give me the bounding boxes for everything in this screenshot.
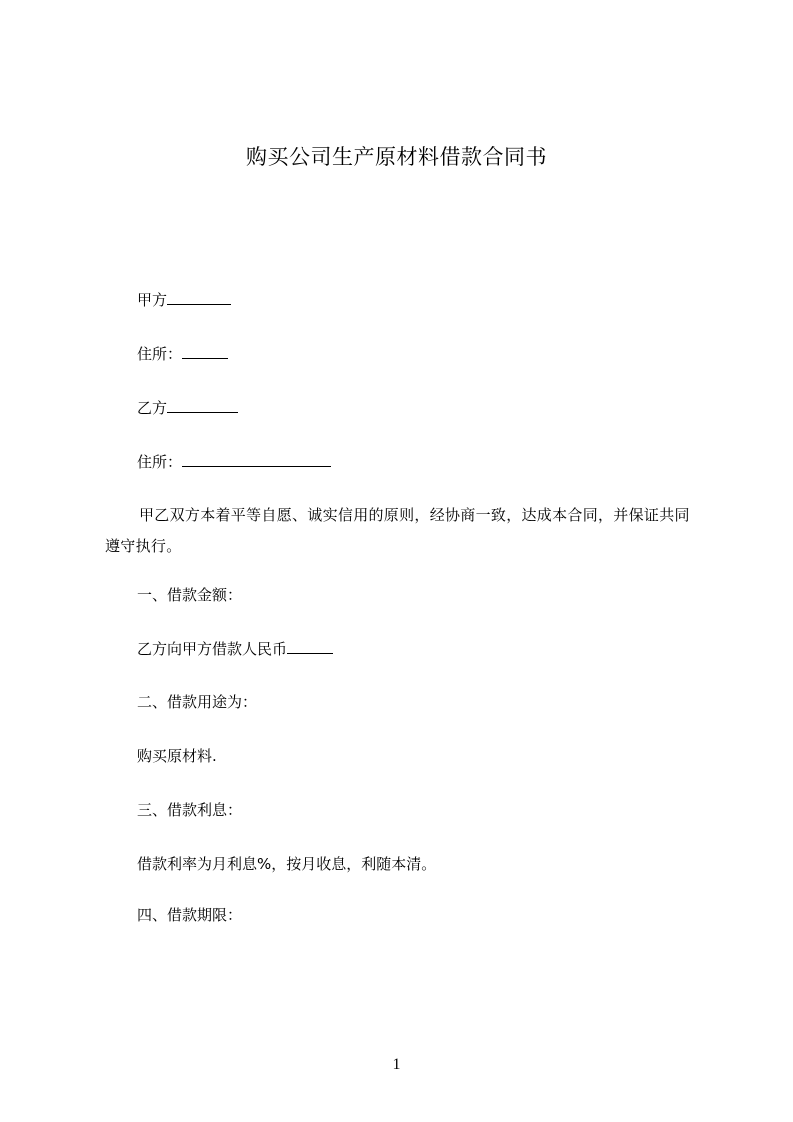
document-title: 购买公司生产原材料借款合同书	[246, 145, 547, 169]
party-b-address-blank	[182, 452, 331, 467]
section-1-heading: 一、借款金额：	[137, 586, 243, 604]
party-b-label: 乙方	[137, 399, 168, 417]
party-b-blank	[167, 398, 238, 413]
party-a-address-line	[137, 344, 228, 364]
section-2-heading: 二、借款用途为：	[137, 693, 258, 711]
section-3-body: 借款利率为月利息%，按月收息，利随本清。	[137, 855, 437, 873]
party-a-line	[137, 290, 231, 310]
loan-amount-blank	[287, 639, 333, 654]
section-1-body-text: 乙方向甲方借款人民币	[137, 640, 288, 658]
section-1-body	[137, 639, 333, 659]
section-4-heading: 四、借款期限：	[137, 906, 243, 924]
party-b-address-line	[137, 452, 331, 472]
party-a-address-label: 住所：	[137, 345, 183, 363]
party-a-address-blank	[182, 344, 228, 359]
section-3-heading: 三、借款利息：	[137, 801, 243, 819]
section-2-body: 购买原材料.	[137, 747, 217, 765]
party-b-address-label: 住所：	[137, 453, 183, 471]
party-b-line	[137, 398, 238, 418]
party-a-blank	[167, 290, 231, 305]
party-a-label: 甲方	[137, 291, 168, 309]
preamble-paragraph: 甲乙双方本着平等自愿、诚实信用的原则，经协商一致，达成本合同，并保证共同遵守执行。	[105, 506, 690, 555]
page-number: 1	[392, 1056, 401, 1073]
